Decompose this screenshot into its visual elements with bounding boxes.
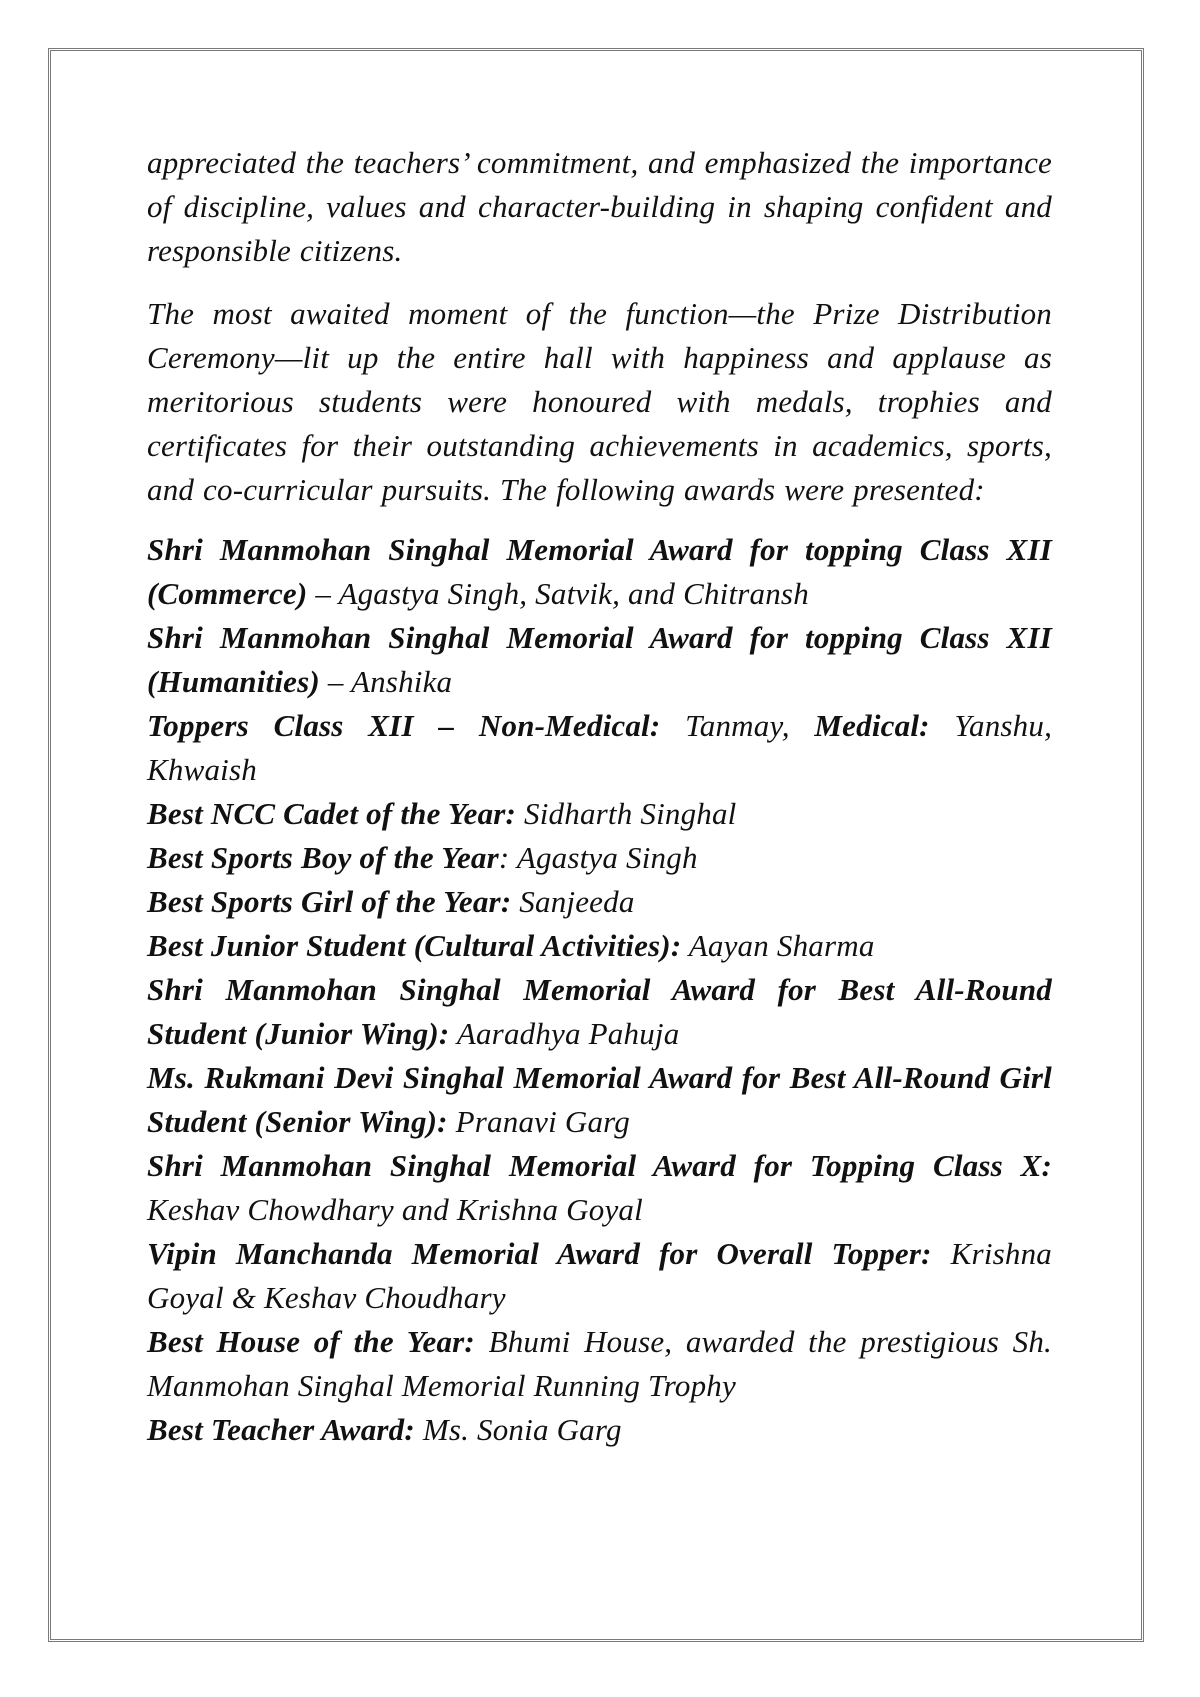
award-separator	[449, 1016, 456, 1051]
award-item	[147, 836, 1052, 880]
award-separator: –	[307, 576, 339, 611]
award-separator	[681, 928, 688, 963]
award-recipient: Sidharth Singhal	[524, 796, 737, 831]
award-recipient: Krishna Goyal & Keshav Choudhary	[147, 1236, 1052, 1315]
award-title: Shri Manmohan Singhal Memorial Award for Topping Class X:	[147, 1148, 1052, 1183]
award-title: Shri Manmohan Singhal Memorial Award for Best All-Round Student (Junior Wing):	[147, 972, 1052, 1051]
award-recipient: Aaradhya Pahuja	[456, 1016, 680, 1051]
award-separator: :	[498, 840, 517, 875]
award-item	[147, 1408, 1052, 1452]
award-separator	[448, 1104, 456, 1139]
award-recipient: Keshav Chowdhary and Krishna Goyal	[147, 1192, 643, 1227]
award-separator	[475, 1324, 489, 1359]
document-body	[147, 141, 1052, 1452]
award-title: Best House of the Year:	[147, 1324, 475, 1359]
award-title: Toppers Class XII – Non-Medical:	[147, 708, 661, 743]
award-item	[147, 792, 1052, 836]
award-recipient: Aayan Sharma	[688, 928, 875, 963]
award-title: Best Junior Student (Cultural Activities):	[147, 928, 682, 963]
award-item	[147, 1232, 1052, 1320]
award-title: Vipin Manchanda Memorial Award for Overall Topper:	[147, 1236, 932, 1271]
award-item	[147, 1056, 1052, 1144]
award-recipient-secondary: Yanshu, Khwaish	[147, 708, 1053, 787]
award-title: Shri Manmohan Singhal Memorial Award for topping Class XII (Humanities)	[147, 620, 1052, 699]
award-recipient: Ms. Sonia Garg	[422, 1412, 622, 1447]
award-recipient: Agastya Singh	[516, 840, 698, 875]
award-separator	[516, 796, 524, 831]
award-separator	[415, 1412, 423, 1447]
award-item	[147, 1320, 1052, 1408]
award-recipient: Anshika	[350, 664, 453, 699]
award-title: Shri Manmohan Singhal Memorial Award for topping Class XII (Commerce)	[147, 532, 1052, 611]
award-recipient: Agastya Singh, Satvik, and Chitransh	[338, 576, 809, 611]
award-item	[147, 924, 1052, 968]
award-item	[147, 968, 1052, 1056]
award-title: Best Sports Girl of the Year:	[147, 884, 512, 919]
award-title: Best Teacher Award:	[147, 1412, 415, 1447]
award-recipient: Bhumi House, awarded the prestigious Sh. Manmohan Singhal Memorial Running Trophy	[147, 1324, 1052, 1403]
award-item	[147, 880, 1052, 924]
award-title: Best NCC Cadet of the Year:	[147, 796, 517, 831]
award-title: Ms. Rukmani Devi Singhal Memorial Award for Best All-Round Girl Student (Senior Wing):	[147, 1060, 1052, 1139]
awards-list	[147, 528, 1052, 1452]
intro-paragraph: appreciated the teachers’ commitment, and emphasized the importance of discipline, values and character-building in shaping confident and responsible citizens.	[147, 145, 1052, 268]
award-title-secondary: Medical:	[814, 708, 930, 743]
prize-distribution-paragraph: The most awaited moment of the function—the Prize Distribution Ceremony—lit up the entire hall with happiness and applause as meritorious students were honoured with medals, trophies and certificates for their outstanding achievements in academics, sports, and co-curricular pursuits. The following awards were presented:	[147, 296, 1052, 507]
award-item	[147, 528, 1052, 616]
award-item	[147, 1144, 1052, 1232]
award-recipient: Tanmay,	[685, 708, 790, 743]
award-recipient: Pranavi Garg	[455, 1104, 630, 1139]
award-separator	[932, 1236, 951, 1271]
award-title: Best Sports Boy of the Year	[147, 840, 499, 875]
award-separator	[660, 708, 685, 743]
award-separator: –	[319, 664, 351, 699]
award-item	[147, 616, 1052, 704]
award-recipient: Sanjeeda	[519, 884, 635, 919]
award-item	[147, 704, 1052, 792]
